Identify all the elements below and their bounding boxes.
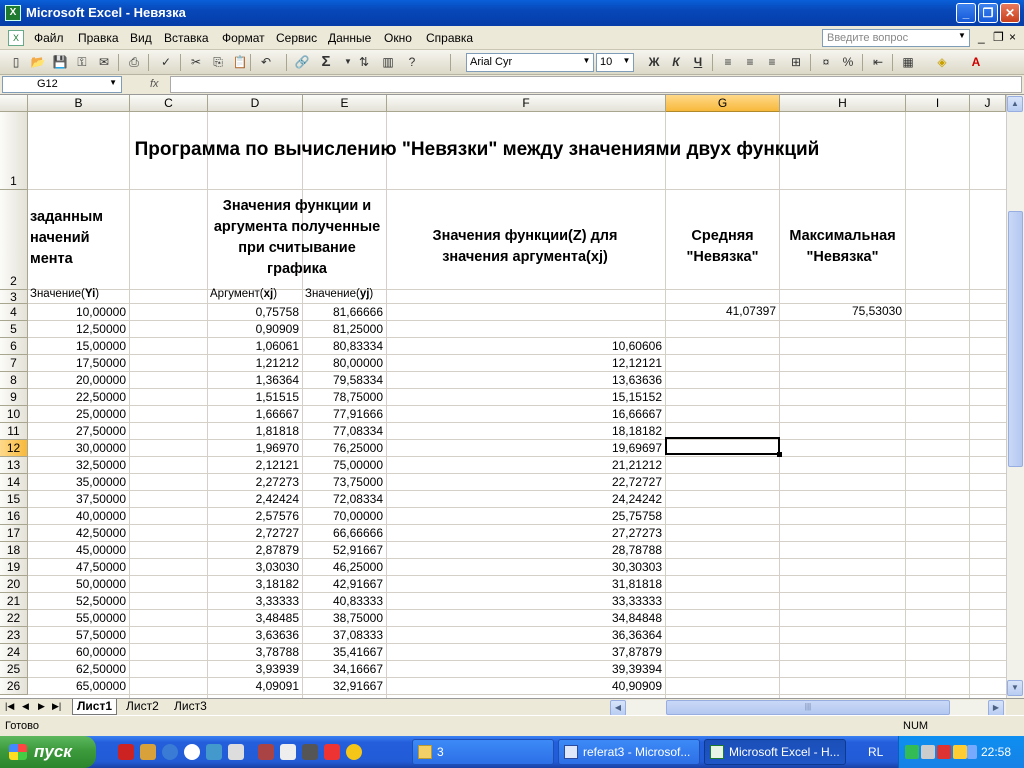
copy-icon[interactable]: ⎘ (213, 55, 223, 69)
cell-b7[interactable]: 17,50000 (75, 356, 126, 370)
windows-taskbar (0, 736, 1024, 768)
taskbar-folder-3[interactable]: 3 (412, 739, 554, 765)
cell-d21[interactable]: 3,33333 (255, 594, 299, 608)
row-header-4[interactable]: 4 (0, 304, 28, 321)
column-header-f[interactable]: F (387, 95, 666, 112)
cell-f10[interactable]: 16,66667 (611, 407, 662, 421)
cell-f19[interactable]: 30,30303 (611, 560, 662, 574)
align-left-icon[interactable]: ≡ (724, 55, 732, 69)
percent-button[interactable]: % (842, 55, 854, 69)
cell-b15[interactable]: 37,50000 (75, 492, 126, 506)
cell-d4[interactable]: 0,75758 (255, 305, 299, 319)
column-header-c[interactable]: C (130, 95, 208, 112)
cell-f25[interactable]: 39,39394 (611, 662, 662, 676)
header-b: заданным начений мента (30, 209, 103, 267)
cell-f9[interactable]: 15,15152 (611, 390, 662, 404)
horizontal-scroll-thumb[interactable]: ||| (666, 700, 950, 715)
cell-e20[interactable]: 42,91667 (332, 577, 383, 591)
cell-e12[interactable]: 76,25000 (332, 441, 383, 455)
spreadsheet-grid[interactable] (0, 95, 1006, 698)
cell-d14[interactable]: 2,27273 (255, 475, 299, 489)
row-header-17[interactable]: 17 (0, 525, 28, 542)
cell-b20[interactable]: 50,00000 (75, 577, 126, 591)
formula-input[interactable] (170, 76, 1022, 93)
column-header-g[interactable]: G (666, 95, 780, 112)
cut-icon[interactable]: ✂ (190, 55, 202, 69)
cell-b25[interactable]: 62,50000 (75, 662, 126, 676)
row-header-11[interactable]: 11 (0, 423, 28, 440)
cell-b10[interactable]: 25,00000 (75, 407, 126, 421)
column-header-e[interactable]: E (303, 95, 387, 112)
tray-other-icon[interactable] (967, 745, 977, 759)
tray-volume-icon[interactable] (953, 745, 967, 759)
quicklaunch-explorer-icon[interactable] (206, 744, 222, 760)
bold-button[interactable]: Ж (648, 55, 660, 69)
help-icon[interactable]: ? (408, 55, 416, 69)
column-header-j[interactable]: J (970, 95, 1006, 112)
excel-doc-icon (710, 745, 724, 759)
cell-f21[interactable]: 33,33333 (611, 594, 662, 608)
autosum-icon[interactable]: Σ (321, 53, 331, 70)
font-color-icon[interactable]: A (971, 55, 981, 69)
quicklaunch-opera-icon[interactable] (118, 744, 134, 760)
taskbar-word-referat3[interactable]: referat3 - Microsof... (558, 739, 700, 765)
cell-e6[interactable]: 80,83334 (332, 339, 383, 353)
menu-help[interactable]: Справка (426, 31, 474, 45)
last-sheet-icon[interactable]: ▶| (52, 701, 62, 711)
workbook-icon[interactable]: X (8, 30, 24, 46)
folder-icon (418, 745, 432, 759)
underline-button[interactable]: Ч (693, 55, 703, 69)
first-sheet-icon[interactable]: |◀ (5, 701, 15, 711)
row-header-19[interactable]: 19 (0, 559, 28, 576)
formula-bar (0, 75, 1024, 95)
horizontal-scrollbar[interactable] (610, 700, 1006, 715)
row-header-13[interactable]: 13 (0, 457, 28, 474)
cell-e7[interactable]: 80,00000 (332, 356, 383, 370)
cell-f8[interactable]: 13,63636 (611, 373, 662, 387)
cell-e21[interactable]: 40,83333 (332, 594, 383, 608)
menu-view[interactable]: Вид (130, 31, 152, 45)
cell-d7[interactable]: 1,21212 (255, 356, 299, 370)
currency-icon[interactable]: ¤ (822, 55, 830, 69)
decrease-indent-icon[interactable]: ⇤ (872, 55, 884, 69)
cell-f14[interactable]: 22,72727 (611, 475, 662, 489)
cell-f17[interactable]: 27,27273 (611, 526, 662, 540)
cell-e4[interactable]: 81,66666 (332, 305, 383, 319)
help-search-dropdown-icon[interactable]: ▼ (958, 31, 966, 40)
row-header-3[interactable]: 3 (0, 290, 28, 304)
row-header-15[interactable]: 15 (0, 491, 28, 508)
prev-sheet-icon[interactable]: ◀ (22, 701, 29, 711)
quicklaunch-a-icon[interactable] (302, 744, 318, 760)
window-title: Microsoft Excel - Невязка (26, 5, 186, 20)
cell-e9[interactable]: 78,75000 (332, 390, 383, 404)
save-icon[interactable]: 💾 (52, 55, 68, 69)
cell-e10[interactable]: 77,91666 (332, 407, 383, 421)
menu-file[interactable]: Файл (34, 31, 64, 45)
start-button[interactable]: пуск (0, 736, 96, 768)
row-header-23[interactable]: 23 (0, 627, 28, 644)
subheader-d: Аргумент(xj) (210, 288, 278, 300)
font-name-select[interactable]: Arial Cyr ▼ (466, 53, 594, 72)
autosum-dropdown-icon[interactable]: ▼ (344, 57, 352, 66)
align-right-icon[interactable]: ≡ (768, 55, 776, 69)
cell-b22[interactable]: 55,00000 (75, 611, 126, 625)
column-header-i[interactable]: I (906, 95, 970, 112)
help-search-input[interactable]: Введите вопрос (822, 29, 970, 47)
font-size-dropdown-icon: ▼ (622, 56, 631, 65)
cell-f7[interactable]: 12,12121 (611, 356, 662, 370)
cell-d15[interactable]: 2,42424 (255, 492, 299, 506)
cell-d18[interactable]: 2,87879 (255, 543, 299, 557)
header-h: Максимальная "Невязка" (789, 228, 896, 265)
cell-d25[interactable]: 3,93939 (255, 662, 299, 676)
header-f: Значения функции(Z) для значения аргумента(xj) (432, 228, 618, 265)
word-doc-icon (564, 745, 578, 759)
row-header-2[interactable]: 2 (0, 190, 28, 290)
header-de: Значения функции и аргумента полученные при считывание графика (213, 198, 381, 277)
cell-f24[interactable]: 37,87879 (611, 645, 662, 659)
cell-f18[interactable]: 28,78788 (611, 543, 662, 557)
align-center-icon[interactable]: ≡ (746, 55, 754, 69)
row-header-5[interactable]: 5 (0, 321, 28, 338)
row-header-18[interactable]: 18 (0, 542, 28, 559)
cell-e13[interactable]: 75,00000 (332, 458, 383, 472)
clock: 22:58 (981, 745, 1012, 759)
windows-flag-icon (9, 744, 27, 760)
tray-antivirus-icon[interactable] (937, 745, 951, 759)
row-header-8[interactable]: 8 (0, 372, 28, 389)
menu-insert[interactable]: Вставка (164, 31, 209, 45)
cell-b24[interactable]: 60,00000 (75, 645, 126, 659)
cell-e18[interactable]: 52,91667 (332, 543, 383, 557)
cell-b23[interactable]: 57,50000 (75, 628, 126, 642)
cell-b11[interactable]: 27,50000 (75, 424, 126, 438)
row-header-9[interactable]: 9 (0, 389, 28, 406)
cell-b14[interactable]: 35,00000 (75, 475, 126, 489)
quicklaunch-media-icon[interactable] (184, 744, 200, 760)
quicklaunch-app-icon[interactable] (140, 744, 156, 760)
row-header-14[interactable]: 14 (0, 474, 28, 491)
row-header-22[interactable]: 22 (0, 610, 28, 627)
cell-e11[interactable]: 77,08334 (332, 424, 383, 438)
vertical-scrollbar[interactable] (1006, 95, 1024, 698)
cell-b18[interactable]: 45,00000 (75, 543, 126, 557)
menu-edit[interactable]: Правка (78, 31, 119, 45)
undo-icon[interactable]: ↶ (260, 55, 272, 69)
name-box-dropdown-icon: ▼ (109, 78, 117, 87)
cell-e14[interactable]: 73,75000 (332, 475, 383, 489)
sheet-tab-1[interactable]: Лист1 (72, 699, 117, 715)
row-header-25[interactable]: 25 (0, 661, 28, 678)
restore-button[interactable]: ❐ (978, 3, 998, 23)
scroll-right-icon[interactable]: ▶ (988, 700, 1004, 716)
cell-f22[interactable]: 34,84848 (611, 611, 662, 625)
permission-icon[interactable]: ⚿ (77, 55, 87, 69)
row-header-6[interactable]: 6 (0, 338, 28, 355)
system-tray (898, 736, 1024, 768)
cell-f6[interactable]: 10,60606 (611, 339, 662, 353)
tray-network-icon[interactable] (905, 745, 919, 759)
row-header-10[interactable]: 10 (0, 406, 28, 423)
cell-e17[interactable]: 66,66666 (332, 526, 383, 540)
cell-d5[interactable]: 0,90909 (255, 322, 299, 336)
column-header-d[interactable]: D (208, 95, 303, 112)
cell-d20[interactable]: 3,18182 (255, 577, 299, 591)
cell-d23[interactable]: 3,63636 (255, 628, 299, 642)
taskbar-excel[interactable]: Microsoft Excel - Н... (704, 739, 846, 765)
cell-d9[interactable]: 1,51515 (255, 390, 299, 404)
cell-b5[interactable]: 12,50000 (75, 322, 126, 336)
cell-f20[interactable]: 31,81818 (611, 577, 662, 591)
column-header-b[interactable]: B (28, 95, 130, 112)
language-indicator[interactable]: RL (868, 745, 884, 759)
header-g: Средняя "Невязка" (686, 228, 759, 265)
row-header-26[interactable]: 26 (0, 678, 28, 695)
quicklaunch-acrobat-icon[interactable] (324, 744, 340, 760)
cell-b8[interactable]: 20,00000 (75, 373, 126, 387)
cell-f15[interactable]: 24,24242 (611, 492, 662, 506)
cell-d19[interactable]: 3,03030 (255, 560, 299, 574)
cell-e8[interactable]: 79,58334 (332, 373, 383, 387)
row-header-1[interactable]: 1 (0, 112, 28, 190)
sheet-title: Программа по вычислению "Невязки" между значениями двух функций (134, 139, 820, 160)
cell-b4[interactable]: 10,00000 (75, 305, 126, 319)
email-icon[interactable]: ✉ (98, 55, 110, 69)
quicklaunch-tool-icon[interactable] (258, 744, 274, 760)
menu-data[interactable]: Данные (328, 31, 372, 45)
tray-monitor-icon[interactable] (921, 745, 935, 759)
cell-e16[interactable]: 70,00000 (332, 509, 383, 523)
subheader-e: Значение(yj) (305, 288, 374, 300)
row-header-12[interactable]: 12 (0, 440, 28, 457)
cell-f12[interactable]: 19,69697 (611, 441, 662, 455)
cell-e5[interactable]: 81,25000 (332, 322, 383, 336)
cell-e19[interactable]: 46,25000 (332, 560, 383, 574)
fill-color-icon[interactable]: ◈ (937, 55, 947, 69)
vertical-scroll-thumb[interactable] (1008, 211, 1023, 467)
row-header-16[interactable]: 16 (0, 508, 28, 525)
cell-d6[interactable]: 1,06061 (255, 339, 299, 353)
cell-d22[interactable]: 3,48485 (255, 611, 299, 625)
spelling-icon[interactable]: ✓ (160, 55, 172, 69)
cell-d10[interactable]: 1,66667 (255, 407, 299, 421)
cell-b9[interactable]: 22,50000 (75, 390, 126, 404)
cell-d11[interactable]: 1,81818 (255, 424, 299, 438)
quicklaunch-smiley-icon[interactable] (346, 744, 362, 760)
fx-icon[interactable]: fx (150, 78, 159, 90)
cell-d12[interactable]: 1,96970 (255, 441, 299, 455)
column-header-h[interactable]: H (780, 95, 906, 112)
cell-b26[interactable]: 65,00000 (75, 679, 126, 693)
merge-center-icon[interactable]: ⊞ (790, 55, 802, 69)
cell-b12[interactable]: 30,00000 (75, 441, 126, 455)
cell-b19[interactable]: 47,50000 (75, 560, 126, 574)
cell-b13[interactable]: 32,50000 (75, 458, 126, 472)
sheet-tab-2[interactable]: Лист2 (126, 699, 159, 713)
print-icon[interactable]: ⎙ (129, 55, 139, 69)
open-icon[interactable]: 📂 (30, 55, 46, 69)
cell-f23[interactable]: 36,36364 (611, 628, 662, 642)
scroll-up-icon[interactable]: ▲ (1007, 96, 1023, 112)
active-cell-g12[interactable] (665, 437, 780, 455)
cell-b17[interactable]: 42,50000 (75, 526, 126, 540)
minimize-button[interactable]: _ (956, 3, 976, 23)
scroll-left-icon[interactable]: ◀ (610, 700, 626, 716)
font-size-select[interactable]: 10 ▼ (596, 53, 634, 72)
sort-ascending-icon[interactable]: ⇅ (358, 55, 370, 69)
cell-f13[interactable]: 21,21212 (611, 458, 662, 472)
cell-d16[interactable]: 2,57576 (255, 509, 299, 523)
status-bar (0, 715, 1024, 736)
row-header-7[interactable]: 7 (0, 355, 28, 372)
cell-e15[interactable]: 72,08334 (332, 492, 383, 506)
quicklaunch-ie-icon[interactable] (162, 744, 178, 760)
cell-f16[interactable]: 25,75758 (611, 509, 662, 523)
hyperlink-icon[interactable]: 🔗 (294, 55, 310, 69)
close-button[interactable]: ✕ (1000, 3, 1020, 23)
cell-e23[interactable]: 37,08333 (332, 628, 383, 642)
mdi-minimize-button[interactable]: _ (978, 30, 985, 44)
cell-b6[interactable]: 15,00000 (75, 339, 126, 353)
menu-tools[interactable]: Сервис (276, 31, 318, 45)
cell-d24[interactable]: 3,78788 (255, 645, 299, 659)
status-ready: Готово (5, 720, 39, 732)
cell-e22[interactable]: 38,75000 (332, 611, 383, 625)
cell-d13[interactable]: 2,12121 (255, 458, 299, 472)
quicklaunch-word-icon[interactable] (228, 744, 244, 760)
excel-app-icon[interactable]: X (5, 5, 21, 21)
status-num: NUM (903, 720, 929, 732)
title-bar (0, 0, 1024, 26)
font-name-dropdown-icon: ▼ (582, 56, 591, 65)
select-all-corner[interactable] (0, 95, 28, 112)
scroll-down-icon[interactable]: ▼ (1007, 680, 1023, 696)
cell-h4[interactable]: 75,53030 (851, 304, 902, 318)
cell-e26[interactable]: 32,91667 (332, 679, 383, 693)
italic-button[interactable]: К (672, 55, 680, 69)
cell-e25[interactable]: 34,16667 (332, 662, 383, 676)
menu-format[interactable]: Формат (222, 31, 265, 45)
row-header-20[interactable]: 20 (0, 576, 28, 593)
cell-b21[interactable]: 52,50000 (75, 594, 126, 608)
cell-e24[interactable]: 35,41667 (332, 645, 383, 659)
paste-icon[interactable]: 📋 (232, 55, 248, 69)
cell-d26[interactable]: 4,09091 (255, 679, 299, 693)
subheader-b: Значение(Yi) (30, 288, 100, 300)
cell-f11[interactable]: 18,18182 (611, 424, 662, 438)
sheet-tab-3[interactable]: Лист3 (174, 699, 207, 713)
name-box[interactable]: G12 ▼ (2, 76, 122, 93)
sheet-tab-bar (0, 698, 1024, 715)
quicklaunch-filter-icon[interactable] (280, 744, 296, 760)
mdi-restore-button[interactable]: ❐ (993, 30, 1004, 44)
new-icon[interactable]: ▯ (12, 55, 20, 69)
next-sheet-icon[interactable]: ▶ (38, 701, 45, 711)
menu-window[interactable]: Окно (384, 31, 412, 45)
cell-f26[interactable]: 40,90909 (611, 679, 662, 693)
row-header-21[interactable]: 21 (0, 593, 28, 610)
cell-d8[interactable]: 1,36364 (255, 373, 299, 387)
borders-icon[interactable]: ▦ (902, 55, 914, 69)
mdi-close-button[interactable]: × (1009, 30, 1017, 44)
cell-b16[interactable]: 40,00000 (75, 509, 126, 523)
cell-g4[interactable]: 41,07397 (725, 304, 776, 318)
cell-d17[interactable]: 2,72727 (255, 526, 299, 540)
chart-wizard-icon[interactable]: ▥ (382, 55, 394, 69)
row-header-24[interactable]: 24 (0, 644, 28, 661)
